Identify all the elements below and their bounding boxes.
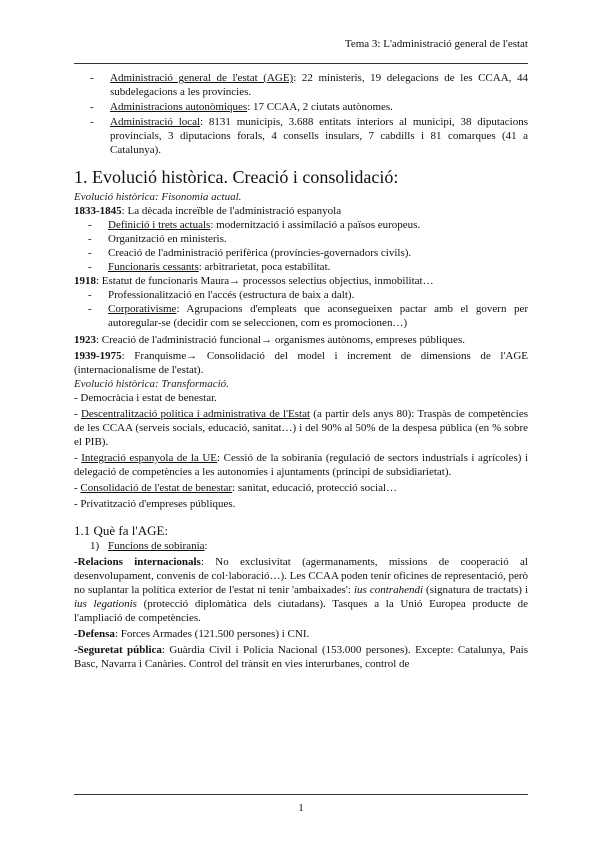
section-heading: 1.1 Què fa l'AGE:: [74, 523, 169, 538]
paragraph: 1939-1975: Franquisme→ Consolidació del model i increment de dimensions de l'AGE (internacionalisme de l'estat).: [74, 350, 528, 376]
list-item: - Administració local: 8131 municipis, 3.688 entitats interiors al municipi, 38 diputacions provincials, 3 diputacions forals, 4 consells insulars, 7 cabdills i 81 comarques (41 a Catalunya).: [90, 116, 528, 156]
paragraph: 1918: Estatut de funcionaris Maura→ processos selectius objectius, inmobilitat…: [74, 275, 434, 287]
numbered-item: 1) Funcions de sobirania:: [90, 540, 208, 552]
page-number: 1: [298, 802, 304, 814]
paragraph: -Relacions internacionals: No exclusivitat (agermanaments, missions de cooperació al desenvolupament, convenis de col·laboració…). Les CCAA poden tenir oficines de representació, però no suplantar la política exterior de l'estat ni tenir 'ambaixades': ius contrahendi (signatura de tractats) i ius legationis (protecció diplomàtica dels ciutadans). Tasques a la Unió Europea producte de l'ampliació de competències.: [74, 556, 528, 624]
paragraph: - Descentralització política i administrativa de l'Estat (a partir dels anys 80): Traspàs de competències de les CCAA (serveis socials, educació, sanitat…) i del 90% al 50% de la despesa pública (en % sobre el PIB).: [74, 408, 528, 448]
list-item: - Definició i trets actuals: modernització i assimilació a països europeus.: [88, 219, 421, 231]
paragraph: 1923: Creació de l'administració funcional→ organismes autònoms, empreses públiques.: [74, 334, 465, 346]
paragraph: - Consolidació de l'estat de benestar: sanitat, educació, protecció social…: [74, 482, 398, 494]
list-item: - Administració general de l'estat (AGE): 22 ministeris, 19 delegacions de les CCAA, 44 subdelegacions a les províncies.: [90, 72, 529, 98]
paragraph: - Privatització d'empreses públiques.: [74, 498, 236, 510]
list-item: - Corporativisme: Agrupacions d'empleats que aconsegueixen pactar amb el govern per autoregular-se (decidir com se seleccionen, com es promocionen…): [88, 303, 528, 329]
paragraph: 1833-1845: La dècada increïble de l'administració espanyola: [74, 205, 342, 217]
footer-rule: [74, 794, 528, 795]
header-rule: [74, 63, 528, 64]
list-item: - Creació de l'administració perifèrica (províncies-governadors civils).: [88, 247, 412, 259]
paragraph: -Seguretat pública: Guàrdia Civil i Policia Nacional (153.000 persones). Excepte: Catalunya, País Basc, Navarra i Canàries. Control del trànsit en vies interurbanes, control de: [74, 644, 528, 670]
document-page: [74, 0, 528, 848]
list-item: - Professionalització en l'accés (estructura de baix a dalt).: [88, 289, 355, 301]
paragraph: -Defensa: Forces Armades (121.500 persones) i CNI.: [74, 628, 310, 640]
section-heading: 1. Evolució històrica. Creació i consolidació:: [74, 167, 399, 187]
subheading: Evolució històrica: Transformació.: [74, 378, 229, 390]
list-item: - Administracions autonòmiques: 17 CCAA, 2 ciutats autònomes.: [90, 101, 393, 113]
list-item: - Funcionaris cessants: arbitrarietat, poca estabilitat.: [88, 261, 331, 273]
subheading: Evolució històrica: Fisonomia actual.: [74, 191, 242, 203]
paragraph: - Integració espanyola de la UE: Cessió de la sobirania (regulació de sectors industrials i agrícoles) i delegació de competències a les autonomies i ajuntaments (principi de subsidiarietat).: [74, 452, 528, 478]
list-item: - Organització en ministeris.: [88, 233, 227, 245]
running-header: Tema 3: L'administració general de l'estat: [344, 38, 528, 50]
page-content: [74, 71, 528, 671]
paragraph: - Democràcia i estat de benestar.: [74, 392, 217, 404]
